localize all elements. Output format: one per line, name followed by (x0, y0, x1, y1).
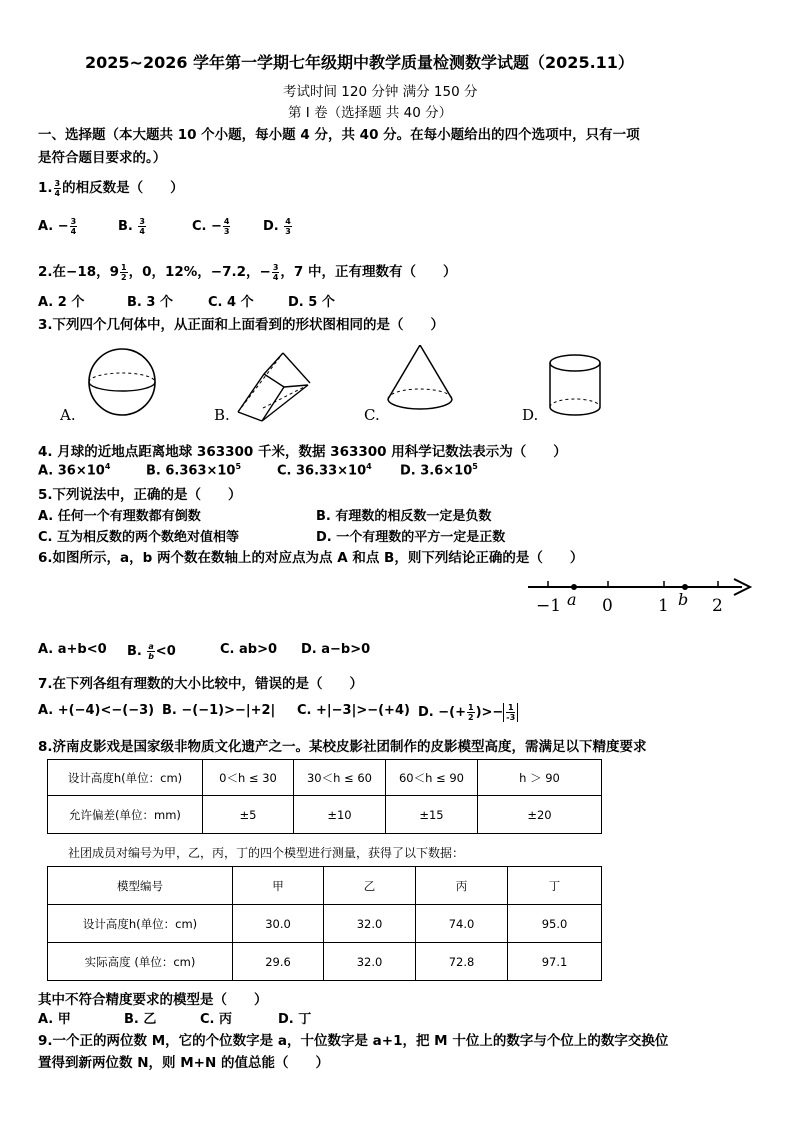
q1-frac-num: 3 (54, 178, 61, 188)
measurement-table-row (48, 943, 602, 981)
q2-text-b: ，0，12%，−7.2，− (128, 264, 271, 280)
measurement-table-row (48, 905, 602, 943)
question-3: 3.下列四个几何体中，从正面和上面看到的形状图相同的是（ ） (38, 317, 445, 333)
measurement-header-cell: 丙 (416, 867, 508, 905)
precision-range-cell: 0＜h ≤ 30 (203, 760, 294, 796)
q4-option-c-exp: 4 (366, 462, 372, 471)
q4-option-a[interactable] (38, 462, 110, 478)
q4-option-a-base: A. 36×10 (38, 463, 105, 479)
measurement-value-cell: 29.6 (233, 943, 324, 981)
part1-intro-line1: 一、选择题（本大题共 10 个小题，每小题 4 分，共 40 分。在每小题给出的四个选项中，只有一项 (38, 127, 640, 143)
q2-option-b[interactable]: B. 3 个 (127, 295, 173, 310)
q1-option-a-label: A. − (38, 219, 69, 234)
q1-option-a[interactable] (38, 217, 78, 236)
q1-option-d-den: 3 (285, 227, 291, 236)
q1-prefix: 1. (38, 180, 53, 196)
q5-option-c[interactable]: C. 互为相反数的两个数绝对值相等 (38, 530, 240, 545)
q1-option-b-label: B. (118, 219, 133, 234)
q4-option-c[interactable] (277, 462, 372, 478)
q7-option-d-den: 2 (467, 713, 474, 722)
q7-option-d-abs (503, 703, 518, 722)
q1-frac-den: 4 (54, 188, 61, 198)
q2-text-a: 2.在−18，9 (38, 264, 120, 280)
q4-option-b-exp: 5 (235, 462, 242, 471)
precision-table (47, 759, 602, 834)
q2-option-a[interactable]: A. 2 个 (38, 295, 85, 310)
question-6: 6.如图所示，a，b 两个数在数轴上的对应点为点 A 和点 B，则下列结论正确的是（ ） (38, 550, 584, 566)
tick-label-1: 1 (658, 596, 669, 616)
q6-option-b-label: B. (127, 644, 142, 659)
q6-option-c[interactable]: C. ab>0 (220, 642, 278, 657)
q1-option-a-num: 3 (70, 217, 77, 226)
q7-option-d-num: 1 (467, 703, 474, 712)
point-label-a: a (567, 590, 577, 609)
precision-value-cell: ±15 (386, 796, 478, 834)
q7-option-c[interactable]: C. +|−3|>−(+4) (297, 703, 410, 718)
question-9-line2: 置得到新两位数 N，则 M+N 的值总能（ ） (38, 1055, 329, 1071)
q2-mixed-num: 1 (121, 262, 127, 272)
q1-option-c-den: 3 (223, 227, 230, 236)
q6-option-a[interactable]: A. a+b<0 (38, 642, 107, 657)
question-9-line1: 9.一个正的两位数 M，它的个位数字是 a，十位数字是 a+1，把 M 十位上的数字与个位上的数字交换位 (38, 1033, 669, 1049)
q1-option-d-num: 4 (285, 217, 291, 226)
precision-range-cell: h ＞ 90 (478, 760, 602, 796)
q2-option-c[interactable]: C. 4 个 (208, 295, 254, 310)
q2-frac-den: 4 (272, 272, 279, 282)
point-label-b: b (678, 590, 689, 609)
measurement-value-cell: 97.1 (508, 943, 602, 981)
q7-option-d-part-b: )>− (475, 705, 504, 720)
tick-label-minus1: −1 (536, 596, 562, 616)
measurement-table-row (48, 867, 602, 905)
q7-option-b[interactable]: B. −(−1)>−|+2| (162, 703, 276, 718)
q4-option-b-base: B. 6.363×10 (146, 463, 236, 479)
measurement-header-cell: 设计高度h(单位：cm) (48, 905, 233, 943)
q8-option-c[interactable]: C. 丙 (200, 1012, 233, 1027)
q3-label-b[interactable]: B. (214, 406, 230, 424)
sphere-figure[interactable] (89, 349, 155, 415)
precision-value-cell: ±20 (478, 796, 602, 834)
q7-option-d[interactable] (418, 703, 518, 722)
precision-value-cell: ±5 (203, 796, 294, 834)
question-5: 5.下列说法中，正确的是（ ） (38, 487, 242, 503)
q4-option-d-exp: 5 (472, 462, 478, 471)
measurement-value-cell: 32.0 (324, 943, 416, 981)
q1-text: 的相反数是（ ） (62, 180, 184, 196)
measurement-header-cell: 丁 (508, 867, 602, 905)
question-4: 4. 月球的近地点距离地球 363300 千米，数据 363300 用科学记数法表示为（ ） (38, 444, 567, 460)
q2-option-d[interactable]: D. 5 个 (288, 295, 335, 310)
q4-option-c-base: C. 36.33×10 (277, 463, 367, 479)
cylinder-figure[interactable] (550, 355, 600, 415)
measurement-header-cell: 甲 (233, 867, 324, 905)
q6-option-d[interactable]: D. a−b>0 (301, 642, 371, 657)
q3-label-a[interactable]: A. (60, 406, 76, 424)
q6-option-b-tail: <0 (155, 644, 176, 659)
q6-option-b-num: a (148, 642, 154, 651)
cone-figure[interactable] (388, 345, 452, 409)
measurement-value-cell: 30.0 (233, 905, 324, 943)
q8-mid-text: 社团成员对编号为甲，乙，丙，丁的四个模型进行测量，获得了以下数据： (68, 846, 465, 860)
q4-option-b[interactable] (146, 462, 241, 478)
q8-option-a[interactable]: A. 甲 (38, 1012, 71, 1027)
q1-option-d-label: D. (263, 219, 279, 234)
q4-option-d[interactable] (400, 462, 478, 478)
q3-label-c[interactable]: C. (364, 406, 380, 424)
q3-label-d[interactable]: D. (522, 406, 539, 424)
q1-option-c-num: 4 (223, 217, 230, 226)
precision-range-cell: 60＜h ≤ 90 (386, 760, 478, 796)
tick-label-2: 2 (712, 596, 723, 616)
q7-option-d-abs-num: 1 (507, 703, 514, 712)
q8-option-b[interactable]: B. 乙 (124, 1012, 157, 1027)
precision-table-row (48, 760, 602, 796)
q3-figures (50, 345, 770, 430)
q7-option-d-part-a: D. −(+ (418, 705, 466, 720)
q7-option-a[interactable]: A. +(−4)<−(−3) (38, 703, 155, 718)
measurement-value-cell: 95.0 (508, 905, 602, 943)
q5-option-a[interactable]: A. 任何一个有理数都有倒数 (38, 509, 201, 524)
exam-title: 2025~2026 学年第一学期七年级期中教学质量检测数学试题（2025.11） (85, 53, 634, 72)
q1-fraction (54, 179, 62, 198)
q5-option-b[interactable]: B. 有理数的相反数一定是负数 (316, 509, 492, 524)
q1-option-d[interactable] (263, 217, 293, 236)
tick-label-0: 0 (602, 596, 613, 616)
measurement-header-cell: 乙 (324, 867, 416, 905)
q1-option-b-den: 4 (139, 227, 145, 236)
measurement-table (47, 866, 602, 981)
triangular-prism-figure[interactable] (238, 353, 310, 421)
q7-option-d-abs-den: -3 (506, 713, 516, 722)
precision-range-cell: 30＜h ≤ 60 (294, 760, 386, 796)
q8-option-d[interactable]: D. 丁 (278, 1012, 312, 1027)
precision-value-cell: ±10 (294, 796, 386, 834)
q6-option-b-den: b (148, 652, 154, 661)
q5-option-d[interactable]: D. 一个有理数的平方一定是正数 (316, 530, 506, 545)
q1-option-c-label: C. − (192, 219, 222, 234)
measurement-value-cell: 72.8 (416, 943, 508, 981)
measurement-header-cell: 模型编号 (48, 867, 233, 905)
q1-option-b-num: 3 (139, 217, 145, 226)
q8-question: 其中不符合精度要求的模型是（ ） (38, 992, 268, 1008)
q1-option-a-den: 4 (70, 227, 77, 236)
q2-frac-num: 3 (272, 262, 279, 272)
q6-option-b[interactable] (127, 642, 176, 661)
q4-option-d-base: D. 3.6×10 (400, 463, 473, 479)
precision-header-cell: 设计高度h(单位：cm) (48, 760, 203, 796)
q4-option-a-exp: 4 (104, 462, 111, 471)
q1-option-c[interactable] (192, 217, 231, 236)
q2-text-c: ，7 中，正有理数有（ ） (280, 264, 457, 280)
q2-mixed-den: 2 (121, 272, 127, 282)
precision-header-cell: 允许偏差(单位：mm) (48, 796, 203, 834)
part1-intro-line2: 是符合题目要求的。） (38, 150, 167, 166)
number-line (520, 572, 760, 622)
section-title: 第 I 卷（选择题 共 40 分） (288, 105, 453, 121)
measurement-header-cell: 实际高度 (单位：cm) (48, 943, 233, 981)
measurement-value-cell: 74.0 (416, 905, 508, 943)
question-1 (38, 176, 184, 198)
exam-info: 考试时间 120 分钟 满分 150 分 (283, 84, 478, 100)
question-2 (38, 260, 457, 282)
measurement-value-cell: 32.0 (324, 905, 416, 943)
q1-option-b[interactable] (118, 217, 147, 236)
precision-table-row (48, 796, 602, 834)
question-8: 8.济南皮影戏是国家级非物质文化遗产之一。某校皮影社团制作的皮影模型高度，需满足以下精度要求 (38, 739, 647, 755)
question-7: 7.在下列各组有理数的大小比较中，错误的是（ ） (38, 676, 364, 692)
